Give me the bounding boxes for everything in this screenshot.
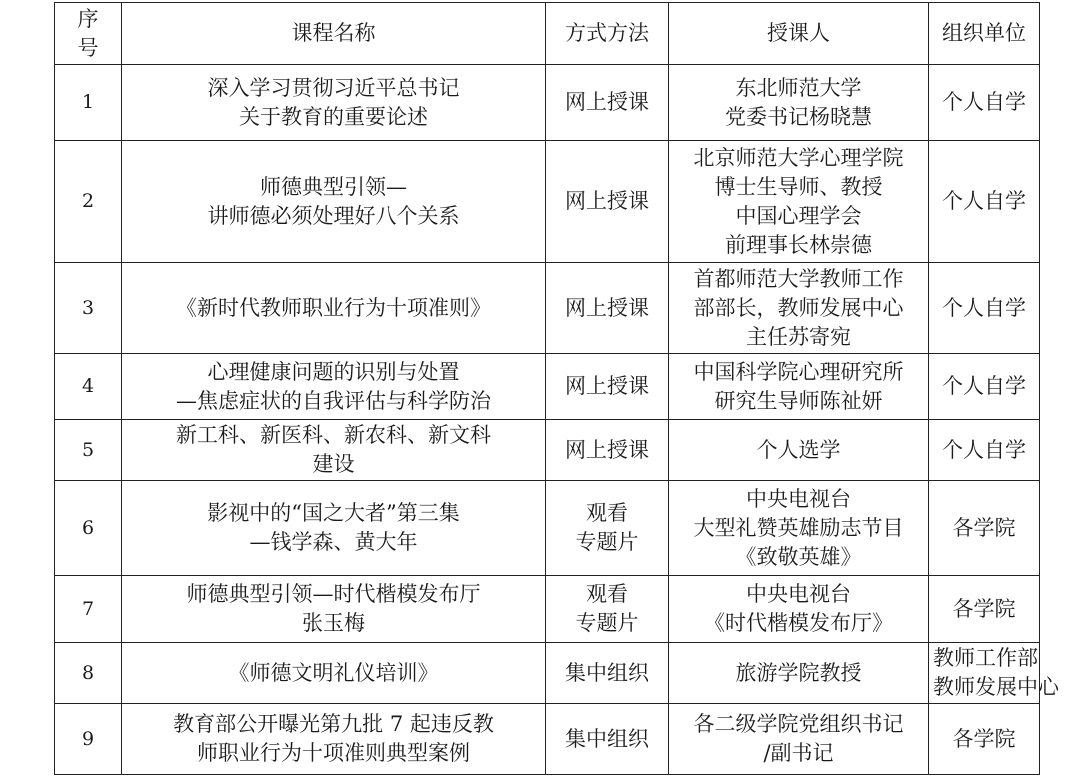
- course-name: [122, 354, 546, 420]
- organizer-line: 个人自学: [942, 437, 1026, 462]
- course-name: [122, 643, 546, 704]
- row-number: 7: [55, 576, 122, 643]
- method-line: 集中组织: [565, 660, 649, 685]
- course-name-line: 影视中的“国之大者”第三集: [207, 501, 460, 525]
- method: [546, 141, 669, 263]
- course-name: [122, 141, 546, 263]
- lecturer-line: 大型礼赞英雄励志节目: [693, 515, 904, 540]
- course-name-line: 《师德文明礼仪培训》: [228, 660, 439, 685]
- course-table: [54, 2, 1059, 775]
- header-course: 课程名称: [122, 3, 546, 65]
- method: [546, 481, 669, 576]
- lecturer: [669, 704, 929, 775]
- organizer: [929, 141, 1040, 263]
- method-line: 观看: [586, 501, 628, 525]
- row-number: 8: [55, 643, 122, 704]
- lecturer-line: 首都师范大学教师工作: [693, 266, 904, 291]
- header-row: [55, 3, 1040, 65]
- lecturer: [669, 354, 929, 420]
- organizer-line: 个人自学: [942, 189, 1026, 213]
- course-name-line: 建设: [312, 452, 355, 476]
- organizer: [929, 576, 1040, 643]
- method: [546, 354, 669, 420]
- course-name-line: 心理健康问题的识别与处置: [207, 359, 460, 384]
- lecturer-line: /副书记: [763, 741, 834, 765]
- row-number: 3: [55, 263, 122, 354]
- lecturer-line: 《时代楷模发布厅》: [704, 611, 893, 635]
- course-name: [122, 576, 546, 643]
- method: [546, 420, 669, 481]
- course-name-line: 教育部公开曝光第九批 7 起违反教: [173, 712, 494, 736]
- lecturer-line: 前理事长林崇德: [725, 232, 872, 257]
- header-seq: [55, 3, 122, 65]
- lecturer-line: 研究生导师陈祉妍: [714, 388, 883, 413]
- course-name-line: 《新时代教师职业行为十项准则》: [176, 295, 491, 320]
- course-name-line: 张玉梅: [302, 611, 365, 635]
- method: [546, 576, 669, 643]
- lecturer: [669, 576, 929, 643]
- table-row: [55, 643, 1040, 704]
- header-org: 组织单位: [929, 3, 1040, 65]
- lecturer: [669, 481, 929, 576]
- course-name-line: 新工科、新医科、新农科、新文科: [176, 423, 491, 447]
- method: [546, 704, 669, 775]
- course-name-line: 关于教育的重要论述: [239, 104, 428, 129]
- course-name-line: 深入学习贯彻习近平总书记: [207, 75, 460, 100]
- organizer: [929, 65, 1040, 141]
- row-number: 5: [55, 420, 122, 481]
- organizer-line: 教师发展中心: [933, 675, 1059, 699]
- method: [546, 65, 669, 141]
- organizer-line: 各学院: [952, 515, 1016, 540]
- lecturer-line: 中央电视台: [746, 582, 851, 606]
- course-name: [122, 263, 546, 354]
- table-body: [55, 65, 1059, 775]
- method-line: 网上授课: [565, 189, 649, 213]
- course-name-line: 师德典型引领—时代楷模发布厅: [186, 582, 481, 606]
- header-lecturer: 授课人: [669, 3, 929, 65]
- organizer: [929, 420, 1040, 481]
- lecturer: [669, 141, 929, 263]
- lecturer-line: 主任苏寄宛: [746, 324, 851, 349]
- course-name-line: —焦虑症状的自我评估与科学防治: [176, 388, 491, 413]
- lecturer: [669, 420, 929, 481]
- table-row: [55, 263, 1040, 354]
- course-name: [122, 704, 546, 775]
- method-line: 网上授课: [565, 90, 649, 114]
- header-seq-line: 序: [77, 6, 99, 31]
- method-line: 网上授课: [565, 374, 649, 398]
- course-name-line: 师职业行为十项准则典型案例: [197, 741, 470, 765]
- lecturer-line: 博士生导师、教授: [714, 174, 883, 199]
- organizer-line: 各学院: [952, 726, 1016, 751]
- course-name: [122, 481, 546, 576]
- lecturer-line: 中国科学院心理研究所: [693, 359, 904, 384]
- lecturer: [669, 643, 929, 704]
- lecturer-line: 中央电视台: [746, 486, 851, 511]
- row-number: 6: [55, 481, 122, 576]
- method-line: 网上授课: [565, 437, 649, 462]
- table-row: [55, 141, 1040, 263]
- organizer-line: 各学院: [952, 596, 1016, 621]
- organizer-line: 教师工作部: [933, 646, 1038, 670]
- organizer-line: 个人自学: [942, 90, 1026, 114]
- method-line: 集中组织: [565, 726, 649, 751]
- course-name-line: 师德典型引领—: [260, 174, 407, 199]
- lecturer-line: 中国心理学会: [735, 203, 862, 228]
- table-row: [55, 576, 1040, 643]
- lecturer-line: 北京师范大学心理学院: [693, 145, 904, 170]
- row-number: 1: [55, 65, 122, 141]
- course-name-line: 讲师德必须处理好八个关系: [207, 203, 460, 228]
- table-row: [55, 420, 1040, 481]
- method: [546, 263, 669, 354]
- method: [546, 643, 669, 704]
- organizer: [929, 263, 1040, 354]
- organizer: [929, 481, 1040, 576]
- table-row: [55, 481, 1040, 576]
- lecturer-line: 个人选学: [756, 437, 841, 462]
- lecturer-line: 东北师范大学: [735, 75, 862, 100]
- organizer: [929, 704, 1040, 775]
- organizer: [929, 354, 1040, 420]
- lecturer-line: 党委书记杨晓慧: [725, 104, 872, 129]
- table-row: [55, 65, 1040, 141]
- header-seq-line: 号: [77, 35, 99, 60]
- course-name: [122, 420, 546, 481]
- organizer-line: 个人自学: [942, 295, 1026, 320]
- method-line: 网上授课: [565, 295, 649, 320]
- method-line: 专题片: [575, 530, 639, 554]
- method-line: 专题片: [575, 611, 639, 635]
- row-number: 9: [55, 704, 122, 775]
- lecturer: [669, 65, 929, 141]
- organizer: [929, 643, 1059, 704]
- course-name: [122, 65, 546, 141]
- course-name-line: —钱学森、黄大年: [249, 530, 418, 554]
- table-row: [55, 704, 1040, 775]
- lecturer-line: 旅游学院教授: [735, 660, 862, 685]
- row-number: 2: [55, 141, 122, 263]
- method-line: 观看: [586, 582, 628, 606]
- lecturer-line: 各二级学院党组织书记: [693, 712, 904, 736]
- header-method: 方式方法: [546, 3, 669, 65]
- lecturer-line: 《致敬英雄》: [735, 544, 862, 569]
- lecturer-line: 部部长，教师发展中心: [693, 295, 904, 320]
- table-row: [55, 354, 1040, 420]
- lecturer: [669, 263, 929, 354]
- organizer-line: 个人自学: [942, 374, 1026, 398]
- row-number: 4: [55, 354, 122, 420]
